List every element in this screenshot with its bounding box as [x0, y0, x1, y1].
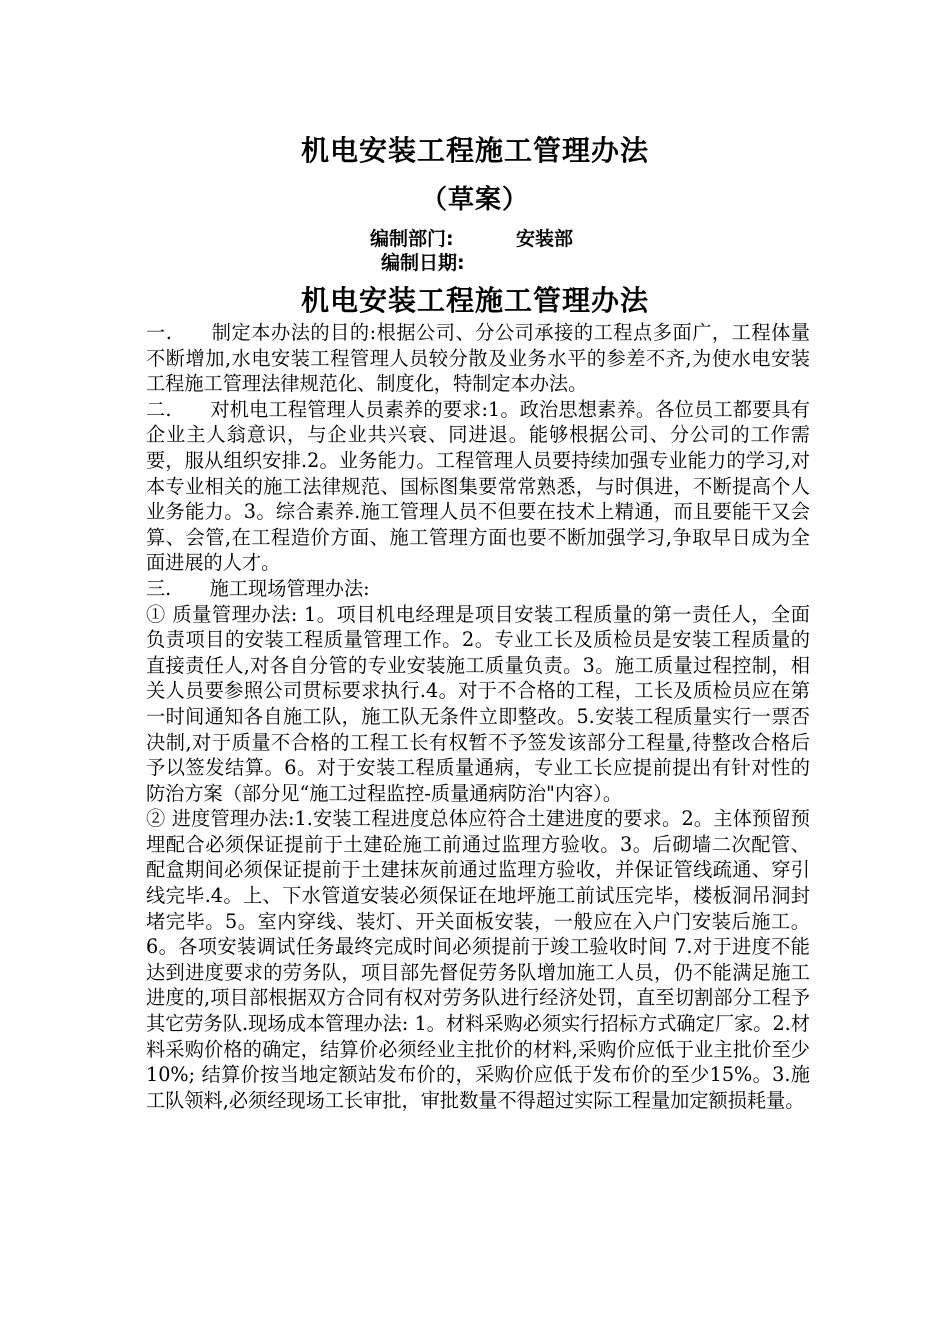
dept-label: 编制部门: [370, 228, 454, 250]
dept-value: 安装部 [516, 228, 574, 250]
body-title: 机电安装工程施工管理办法 [300, 284, 649, 317]
paragraph-site-management-heading: 三. 施工现场管理办法: [146, 576, 370, 600]
document-title: 机电安装工程施工管理办法 [300, 134, 649, 167]
document-body [146, 320, 810, 1113]
paragraph-staff-requirements: 二. 对机电工程管理人员素养的要求:1。政治思想素养。各位员工都要具有企业主人翁意识，与企业共兴衰、同进退。能够根据公司、分公司的工作需要，服从组织安排.2。业务能力。工程管理人员要持续加强专业能力的学习,对本专业相关的施工法律规范、国标图集要常常熟悉，与时俱进，不断提高个人业务能力。3。综合素养.施工管理人员不但要在技术上精通，而且要能干又会算、会管,在工程造价方面、施工管理方面也要不断加强学习,争取早日成为全面进展的人才。 [146, 397, 810, 575]
document-subtitle: （草案） [420, 185, 529, 215]
paragraph-quality-management: ① 质量管理办法: 1。项目机电经理是项目安装工程质量的第一责任人，全面负责项目的安装工程质量管理工作。2。专业工长及质检员是安装工程质量的直接责任人,对各自分管的专业安装施工质量负责。3。施工质量过程控制，相关人员要参照公司贯标要求执行.4。对于不合格的工程，工长及质检员应在第一时间通知各自施工队，施工队无条件立即整改。5.安装工程质量实行一票否决制,对于质量不合格的工程工长有权暂不予签发该部分工程量,待整改合格后予以签发结算。6。对于安装工程质量通病，专业工长应提前提出有针对性的防治方案（部分见“施工过程监控-质量通病防治"内容）。 [146, 602, 810, 805]
paragraph-schedule-management: ② 进度管理办法:1.安装工程进度总体应符合土建进度的要求。2。主体预留预埋配合必须保证提前于土建砼施工前通过监理方验收。3。后砌墙二次配管、配盒期间必须保证提前于土建抹灰前通过监理方验收，并保证管线疏通、穿引线完毕.4。上、下水管道安装必须保证在地坪施工前试压完毕，楼板洞吊洞封堵完毕。5。室内穿线、装灯、开关面板安装，一般应在入户门安装后施工。6。各项安装调试任务最终完成时间必须提前于竣工验收时间 7.对于进度不能达到进度要求的劳务队，项目部先督促劳务队增加施工人员，仍不能满足施工进度的,项目部根据双方合同有权对劳务队进行经济处罚，直至切割部分工程予其它劳务队.现场成本管理办法: 1。材料采购必须实行招标方式确定厂家。2.材料采购价格的确定，结算价必须经业主批价的材料,采购价应低于业主批价至少10%; 结算价按当地定额站发布价的，采购价应低于发布价的至少15%。3.施工队领料,必须经现场工长审批，审批数量不得超过实际工程量加定额损耗量。 [146, 807, 810, 1112]
date-label: 编制日期: [381, 252, 465, 274]
paragraph-purpose: 一. 制定本办法的目的:根据公司、分公司承接的工程点多面广，工程体量不断增加,水电安装工程管理人员较分散及业务水平的参差不齐,为使水电安装工程施工管理法律规范化、制度化，特制定本办法。 [146, 321, 810, 396]
